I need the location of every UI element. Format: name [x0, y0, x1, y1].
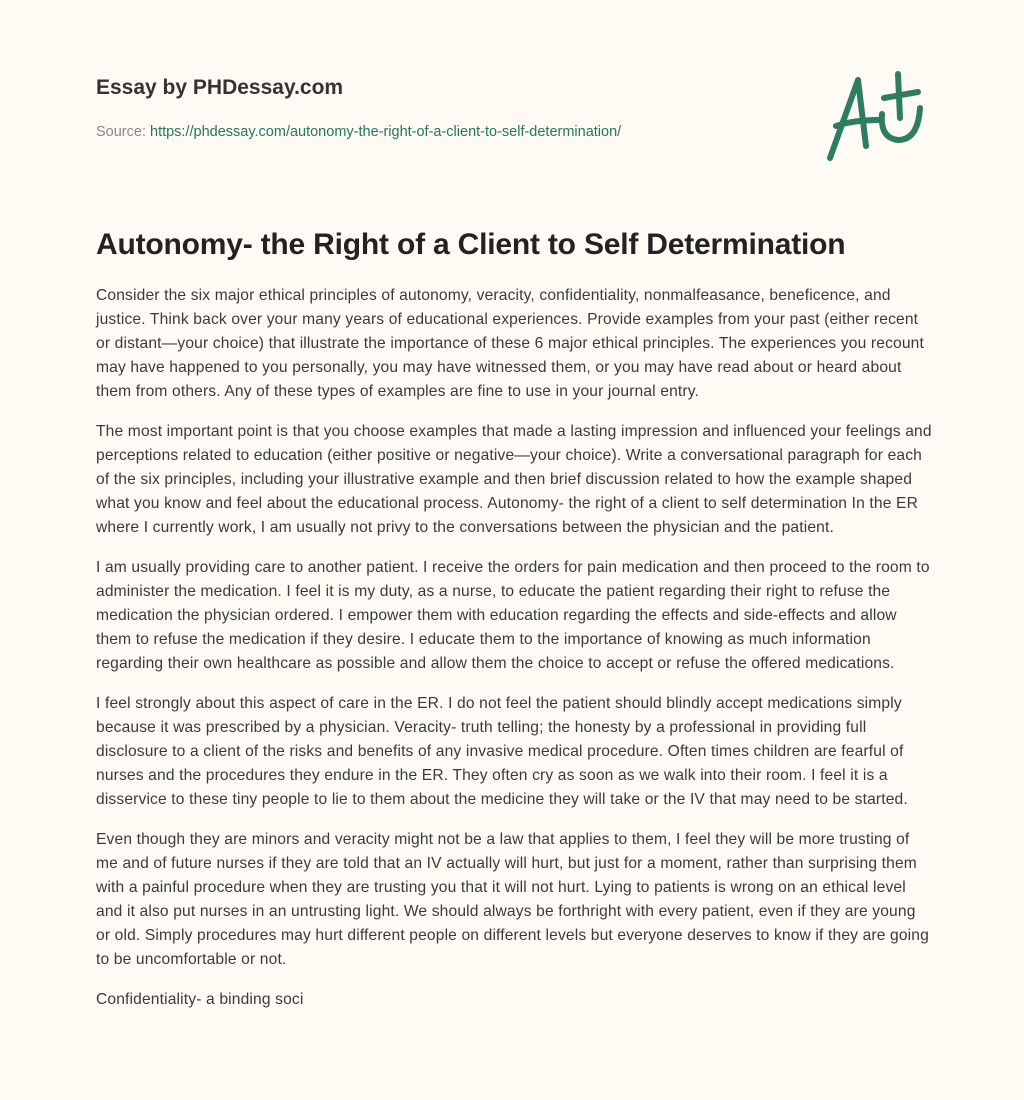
essay-title: Autonomy- the Right of a Client to Self Determination [96, 228, 846, 261]
essay-paragraphs [96, 284, 932, 1028]
brand-title: Essay by PHDessay.com [96, 76, 344, 99]
paragraph: Even though they are minors and veracity might not be a law that applies to them, I feel they will be more trusting of me and of future nurses if they are told that an IV actually will hurt, but just for a moment, rather than surprising them with a painful procedure when they are trusting you that it will not hurt. Lying to patients is wrong on an ethical level and it also put nurses in an untrusting light. We should always be forthright with every patient, even if they are young or old. Simply procedures may hurt different people on different levels but everyone deserves to know if they are going to be uncomfortable or not. [96, 831, 929, 968]
paragraph: I feel strongly about this aspect of care in the ER. I do not feel the patient should blindly accept medications simply because it was prescribed by a physician. Veracity- truth telling; the honesty by a professional in providing full disclosure to a client of the risks and benefits of any invasive medical procedure. Often times children are fearful of nurses and the procedures they endure in the ER. They often cry as soon as we walk into their room. I feel it is a disservice to these tiny people to lie to them about the medicine they will take or the IV that may need to be started. [96, 695, 908, 808]
source-label: Source: [96, 124, 150, 140]
a-plus-grade-icon [820, 68, 930, 164]
paragraph: Consider the six major ethical principles of autonomy, veracity, confidentiality, nonmalfeasance, beneficence, and justice. Think back over your many years of educational experiences. Provide examples from your past (either recent or distant—your choice) that illustrate the importance of these 6 major ethical principles. The experiences you recount may have happened to you personally, you may have witnessed them, or you may have read about or heard about them from others. Any of these types of examples are fine to use in your journal entry. [96, 287, 924, 400]
paragraph: The most important point is that you choose examples that made a lasting impression and influenced your feelings and perceptions related to education (either positive or negative—your choice). Write a conversational paragraph for each of the six principles, including your illustrative example and then brief discussion related to how the example shaped what you know and feel about the educational process. Autonomy- the right of a client to self determination In the ER where I currently work, I am usually not privy to the conversations between the physician and the patient. [96, 423, 932, 536]
site-header [96, 76, 343, 100]
paragraph: Confidentiality- a binding soci [96, 991, 304, 1008]
source-link[interactable]: https://phdessay.com/autonomy-the-right-of-a-client-to-self-determination/ [150, 124, 622, 140]
paragraph: I am usually providing care to another patient. I receive the orders for pain medication and then proceed to the room to administer the medication. I feel it is my duty, as a nurse, to educate the patient regarding their right to refuse the medication the physician ordered. I empower them with education regarding the effects and side-effects and allow them to refuse the medication if they desire. I educate them to the importance of knowing as much information regarding their own healthcare as possible and allow them the choice to accept or refuse the offered medications. [96, 559, 930, 672]
source-line [96, 124, 621, 140]
